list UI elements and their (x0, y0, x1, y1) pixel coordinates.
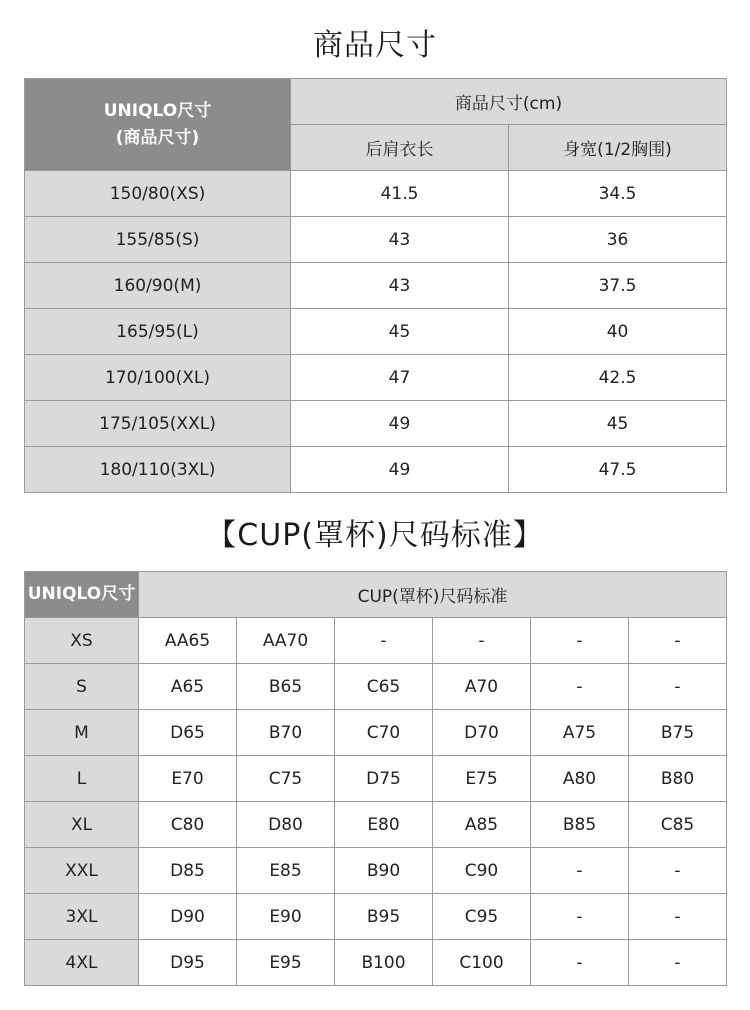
size-label: 180/110(3XL) (25, 447, 291, 493)
width-value: 47.5 (509, 447, 727, 493)
cup-value: B100 (335, 940, 433, 986)
cup-value: - (531, 894, 629, 940)
size-label: 175/105(XXL) (25, 401, 291, 447)
size-label: 150/80(XS) (25, 171, 291, 217)
table-row (25, 309, 727, 355)
table-row (25, 401, 727, 447)
table-row (25, 355, 727, 401)
cup-value: E75 (433, 756, 531, 802)
cup-value: B65 (237, 664, 335, 710)
cup-value: C80 (139, 802, 237, 848)
cup-table-title: 【CUP(罩杯)尺码标准】 (206, 518, 544, 553)
cup-size-label: L (25, 756, 139, 802)
cup-value: E85 (237, 848, 335, 894)
size-label: 170/100(XL) (25, 355, 291, 401)
table-row (25, 263, 727, 309)
table-row (25, 848, 727, 894)
cup-value: A75 (531, 710, 629, 756)
cup-size-label: M (25, 710, 139, 756)
cup-value: - (531, 664, 629, 710)
size-table (24, 78, 727, 493)
width-value: 42.5 (509, 355, 727, 401)
col-header-length: 后肩衣长 (291, 125, 509, 171)
cup-size-label: S (25, 664, 139, 710)
cup-value: D65 (139, 710, 237, 756)
cup-value: B80 (629, 756, 727, 802)
table-row (25, 217, 727, 263)
cup-value: C65 (335, 664, 433, 710)
width-value: 34.5 (509, 171, 727, 217)
cup-value: C75 (237, 756, 335, 802)
cup-value: E90 (237, 894, 335, 940)
cup-value: - (531, 848, 629, 894)
cup-value: - (433, 618, 531, 664)
cup-value: D80 (237, 802, 335, 848)
table-row (25, 664, 727, 710)
width-value: 40 (509, 309, 727, 355)
cup-value: B75 (629, 710, 727, 756)
width-value: 37.5 (509, 263, 727, 309)
length-value: 49 (291, 447, 509, 493)
length-value: 49 (291, 401, 509, 447)
cup-value: A70 (433, 664, 531, 710)
table-row (25, 710, 727, 756)
size-table-title: 商品尺寸 (313, 28, 437, 63)
corner-line-1: UNIQLO尺寸 (103, 100, 212, 121)
cup-table (24, 571, 727, 986)
cup-value: A85 (433, 802, 531, 848)
cup-value: E70 (139, 756, 237, 802)
table-row (25, 618, 727, 664)
cup-value: D75 (335, 756, 433, 802)
cup-value: - (335, 618, 433, 664)
table-row (25, 940, 727, 986)
size-label: 165/95(L) (25, 309, 291, 355)
table-row (25, 894, 727, 940)
cup-value: D90 (139, 894, 237, 940)
cup-value: - (629, 618, 727, 664)
size-group-header: 商品尺寸(cm) (291, 79, 727, 125)
cup-group-header: CUP(罩杯)尺码标准 (139, 572, 727, 618)
length-value: 47 (291, 355, 509, 401)
table-row (25, 756, 727, 802)
cup-size-label: XS (25, 618, 139, 664)
cup-value: - (531, 940, 629, 986)
cup-table-header-row (25, 572, 727, 618)
cup-value: - (629, 848, 727, 894)
size-table-corner-header (25, 79, 291, 171)
cup-size-label: 3XL (25, 894, 139, 940)
cup-value: A65 (139, 664, 237, 710)
cup-value: D95 (139, 940, 237, 986)
cup-value: A80 (531, 756, 629, 802)
length-value: 41.5 (291, 171, 509, 217)
cup-value: C90 (433, 848, 531, 894)
cup-value: D85 (139, 848, 237, 894)
cup-value: B90 (335, 848, 433, 894)
cup-size-label: XXL (25, 848, 139, 894)
table-row (25, 447, 727, 493)
cup-size-label: 4XL (25, 940, 139, 986)
cup-value: D70 (433, 710, 531, 756)
cup-size-label: XL (25, 802, 139, 848)
table-row (25, 802, 727, 848)
cup-value: C70 (335, 710, 433, 756)
length-value: 43 (291, 217, 509, 263)
width-value: 45 (509, 401, 727, 447)
cup-value: E80 (335, 802, 433, 848)
width-value: 36 (509, 217, 727, 263)
cup-value: B85 (531, 802, 629, 848)
size-label: 160/90(M) (25, 263, 291, 309)
cup-value: - (629, 940, 727, 986)
cup-value: C100 (433, 940, 531, 986)
corner-line-2: (商品尺寸) (115, 127, 200, 148)
cup-value: AA65 (139, 618, 237, 664)
cup-value: E95 (237, 940, 335, 986)
cup-value: - (629, 894, 727, 940)
size-label: 155/85(S) (25, 217, 291, 263)
cup-value: B70 (237, 710, 335, 756)
cup-table-corner-header: UNIQLO尺寸 (25, 572, 139, 618)
cup-value: AA70 (237, 618, 335, 664)
cup-value: - (629, 664, 727, 710)
length-value: 45 (291, 309, 509, 355)
cup-value: - (531, 618, 629, 664)
col-header-width: 身宽(1/2胸围) (509, 125, 727, 171)
size-table-header-row (25, 79, 727, 125)
length-value: 43 (291, 263, 509, 309)
cup-value: C95 (433, 894, 531, 940)
cup-value: B95 (335, 894, 433, 940)
table-row (25, 171, 727, 217)
cup-value: C85 (629, 802, 727, 848)
